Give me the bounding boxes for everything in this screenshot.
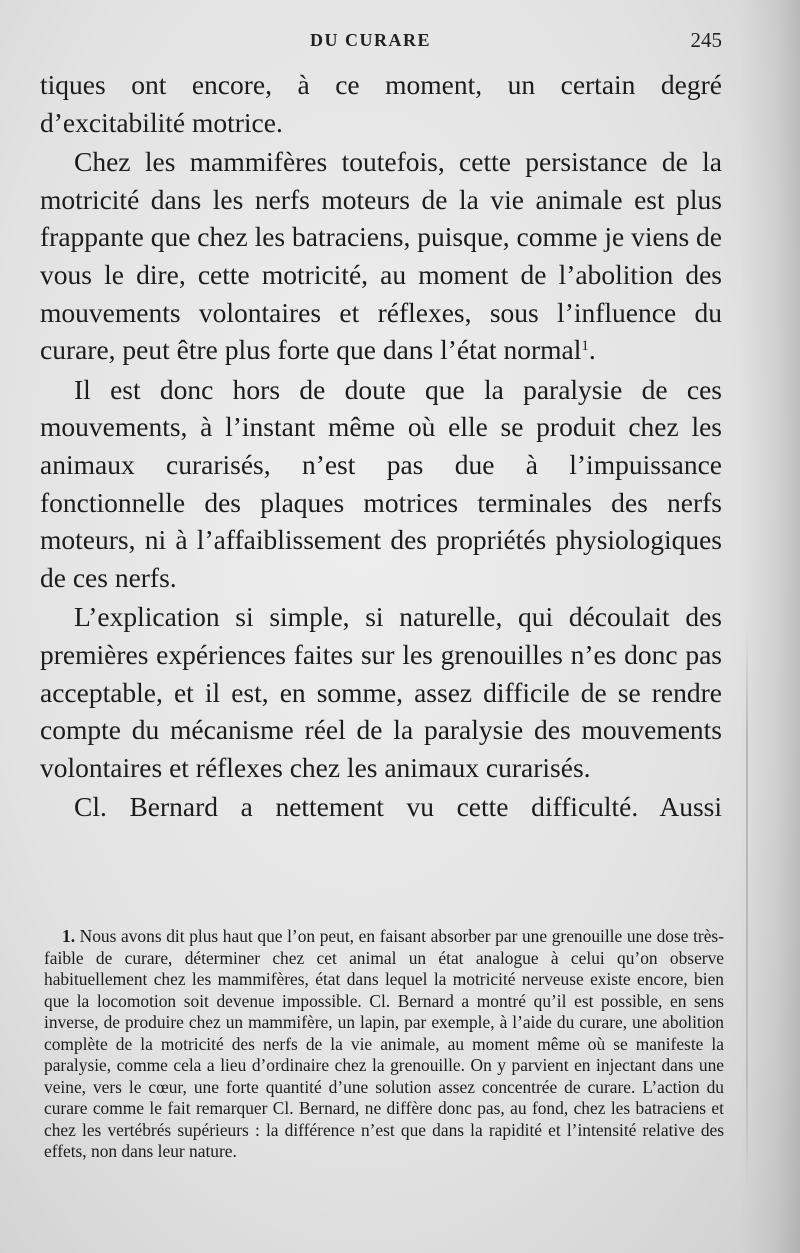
running-head: DU CURARE (310, 30, 431, 50)
paragraph-1 (40, 66, 722, 141)
page-fold-shadow (746, 630, 748, 1190)
page-edge-shadow (740, 0, 800, 1253)
footnote-marker: 1. (62, 926, 76, 946)
paragraph-2 (40, 143, 722, 369)
paragraph-3 (40, 371, 722, 597)
footnote (44, 926, 724, 1163)
footnote-reference: 1 (581, 338, 589, 355)
paragraph-2-text: Chez les mammifères toutefois, cette persistance de la motricité dans les nerfs moteurs de la vie animale est plus frappante que chez les batraciens, puisque, comme je viens de vous le dire, cette motricité, au moment de l’abolition des mouvements volontaires et réflexes, sous l’influence du curare, peut être plus forte que dans l’état normal (40, 146, 722, 366)
page-header (40, 26, 722, 62)
body-text (40, 66, 722, 828)
page-number: 245 (690, 28, 722, 52)
paragraph-5-text: Cl. Bernard a nettement vu cette difficulté. Aussi (74, 791, 722, 823)
paragraph-1-text: tiques ont encore, à ce moment, un certain degré d’excitabilité motrice. (40, 69, 722, 138)
paragraph-4 (40, 598, 722, 786)
paragraph-4-text: L’explication si simple, si naturelle, qui découlait des premières expériences faites sur les grenouilles n’es donc pas acceptable, et il est, en somme, assez difficile de se rendre compte du mécanisme réel de la paralysie des mouvements volontaires et réflexes chez les animaux curarisés. (40, 601, 722, 783)
paragraph-5 (40, 788, 722, 826)
paragraph-3-text: Il est donc hors de doute que la paralysie de ces mouvements, à l’instant même où elle se produit chez les animaux curarisés, n’est pas due à l’impuissance fonctionnelle des plaques motrices terminales des nerfs moteurs, ni à l’affaiblissement des propriétés physiologiques de ces nerfs. (40, 373, 722, 593)
paragraph-2-punctuation: . (588, 334, 596, 366)
footnote-text: Nous avons dit plus haut que l’on peut, en faisant absorber par une grenouille une dose très-faible de curare, déterminer chez cet animal un état analogue à celui qu’on observe habituellement chez les mammifères, état dans lequel la motricité nerveuse existe encore, bien que la locomotion soit devenue impossible. Cl. Bernard a montré qu’il est possible, en sens inverse, de produire chez un mammifère, un lapin, par exemple, à l’aide du curare, une abolition complète de la motricité des nerfs de la vie animale, au moment même où se manifeste la paralysie, comme cela a lieu d’ordinaire chez la grenouille. On y parvient en injectant dans une veine, vers le cœur, une forte quantité d’une solution assez concentrée de curare. L’action du curare comme le fait remarquer Cl. Bernard, ne diffère donc pas, au fond, chez les batraciens et chez les vertébrés supérieurs : la différence n’est que dans la rapidité et l’intensité relative des effets, non dans leur nature. (44, 926, 724, 1161)
